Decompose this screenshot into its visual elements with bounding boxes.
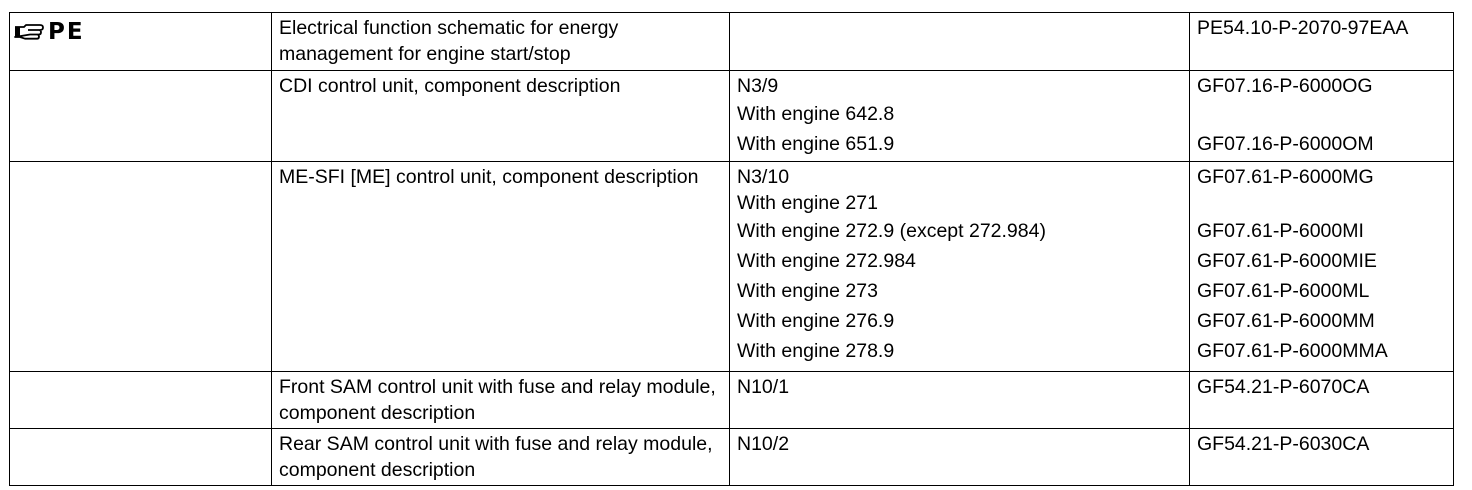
- designation-cell: [730, 71, 1190, 162]
- designation-line: With engine 272.984: [737, 250, 916, 272]
- marker-cell: [10, 13, 272, 71]
- table-row: [10, 429, 1454, 486]
- document-link[interactable]: GF07.61-P-6000ML: [1197, 280, 1370, 302]
- table-row: [10, 372, 1454, 429]
- component-description: Rear SAM control unit with fuse and relay module, component description: [279, 433, 713, 481]
- description-cell: [272, 71, 730, 162]
- component-description: ME-SFI [ME] control unit, component description: [279, 166, 699, 188]
- document-link[interactable]: GF54.21-P-6070CA: [1197, 376, 1370, 398]
- designation-line: With engine 278.9: [737, 340, 895, 362]
- designation-cell: [730, 13, 1190, 71]
- component-description: Front SAM control unit with fuse and relay module, component description: [279, 376, 716, 424]
- document-link[interactable]: GF07.16-P-6000OM: [1197, 133, 1374, 155]
- table-row: [10, 162, 1454, 372]
- document-link[interactable]: GF54.21-P-6030CA: [1197, 433, 1370, 455]
- document-link[interactable]: PE54.10-P-2070-97EAA: [1197, 17, 1409, 39]
- pe-label: PE: [48, 19, 85, 45]
- reference-table: [9, 12, 1454, 486]
- designation-line: With engine 651.9: [737, 133, 895, 155]
- designation-line: With engine 276.9: [737, 310, 895, 332]
- document-link[interactable]: GF07.61-P-6000MMA: [1197, 340, 1388, 362]
- designation-line: With engine 271: [737, 192, 878, 214]
- document-link[interactable]: GF07.61-P-6000MIE: [1197, 250, 1377, 272]
- document-cell: [1190, 429, 1454, 486]
- marker-cell: [10, 429, 272, 486]
- component-description: Electrical function schematic for energy management for engine start/stop: [279, 17, 619, 65]
- designation-line: With engine 273: [737, 280, 878, 302]
- component-description: CDI control unit, component description: [279, 75, 621, 97]
- document-link[interactable]: [1197, 99, 1447, 129]
- designation-cell: [730, 429, 1190, 486]
- designation-cell: [730, 372, 1190, 429]
- table-row: [10, 13, 1454, 71]
- table-row: [10, 71, 1454, 162]
- marker-cell: [10, 162, 272, 372]
- designation-line: With engine 642.8: [737, 103, 895, 125]
- document-cell: [1190, 71, 1454, 162]
- document-cell: [1190, 162, 1454, 372]
- document-cell: [1190, 372, 1454, 429]
- document-link[interactable]: GF07.61-P-6000MG: [1197, 166, 1374, 188]
- description-cell: [272, 13, 730, 71]
- designation-cell: [730, 162, 1190, 372]
- pointing-hand-icon: [14, 23, 44, 41]
- document-link[interactable]: GF07.16-P-6000OG: [1197, 75, 1373, 97]
- document-cell: [1190, 13, 1454, 71]
- designation-line: With engine 272.9 (except 272.984): [737, 220, 1046, 242]
- description-cell: [272, 372, 730, 429]
- document-link[interactable]: GF07.61-P-6000MI: [1197, 220, 1364, 242]
- designation-line: N3/9: [737, 75, 779, 97]
- document-link[interactable]: [1197, 190, 1447, 216]
- marker-cell: [10, 71, 272, 162]
- designation-line: N3/10: [737, 166, 790, 188]
- description-cell: [272, 162, 730, 372]
- description-cell: [272, 429, 730, 486]
- designation-line: N10/2: [737, 433, 790, 455]
- designation-line: N10/1: [737, 376, 790, 398]
- marker-cell: [10, 372, 272, 429]
- document-link[interactable]: GF07.61-P-6000MM: [1197, 310, 1375, 332]
